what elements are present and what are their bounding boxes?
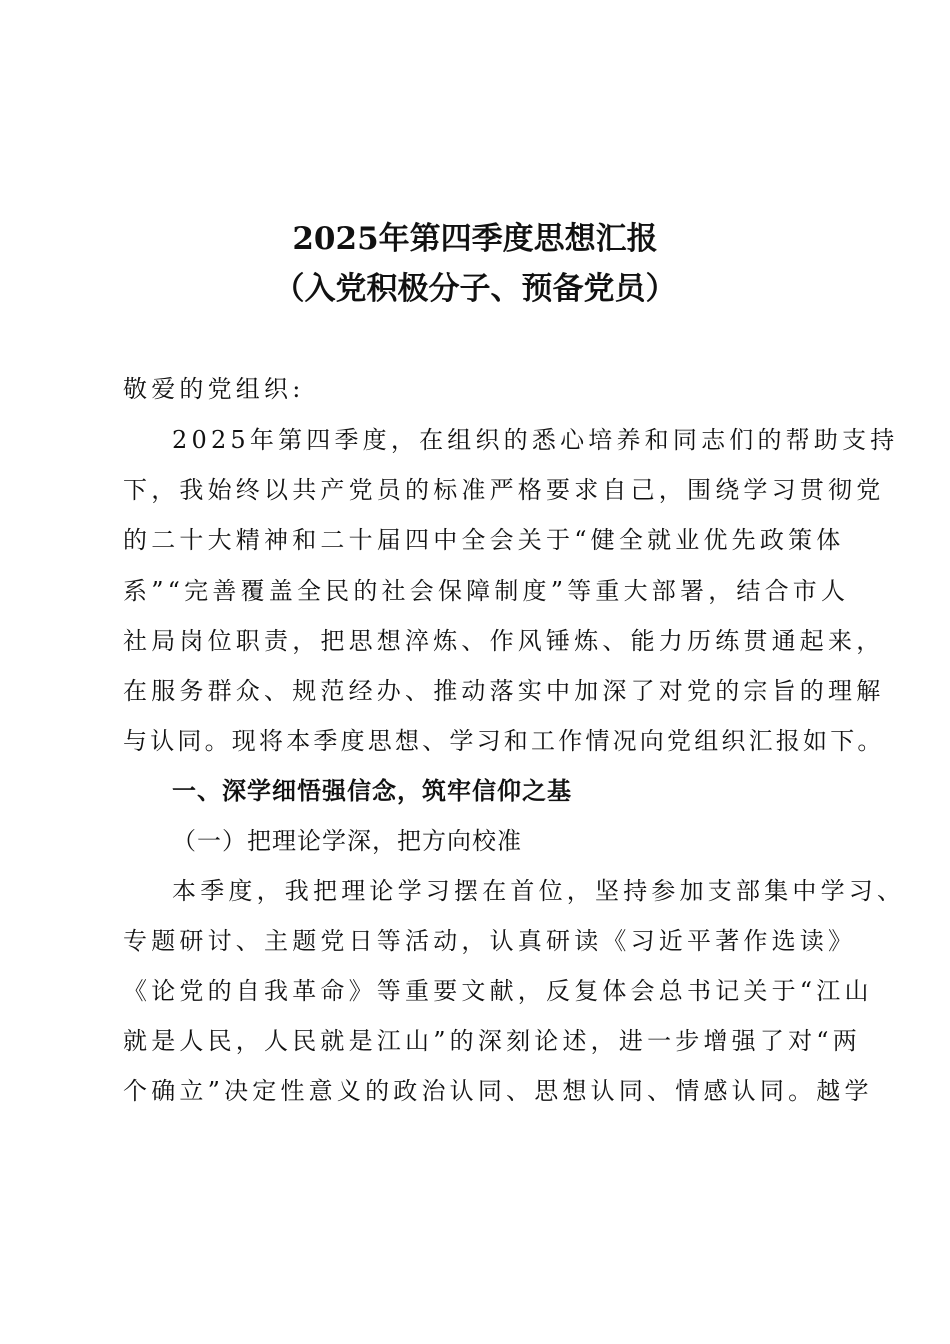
document-title: 2025年第四季度思想汇报 [292,221,658,257]
paragraph-line: 在服务群众、规范经办、推动落实中加深了对党的宗旨的理解 [123,677,885,705]
paragraph-line: 《论党的自我革命》等重要文献，反复体会总书记关于“江山 [123,977,873,1005]
paragraph-line: 就是人民，人民就是江山”的深刻论述，进一步增强了对“两 [123,1027,861,1055]
paragraph-line: 与认同。现将本季度思想、学习和工作情况向党组织汇报如下。 [123,727,885,755]
section-heading: 一、深学细悟强信念，筑牢信仰之基 [172,776,572,805]
paragraph-line: 下，我始终以共产党员的标准严格要求自己，围绕学习贯彻党 [123,476,885,504]
salutation: 敬爱的党组织: [123,375,305,403]
paragraph-line: 的二十大精神和二十届四中全会关于“健全就业优先政策体 [123,526,845,554]
paragraph-line: 专题研讨、主题党日等活动，认真研读《习近平著作选读》 [123,927,857,955]
paragraph-line: 系”“完善覆盖全民的社会保障制度”等重大部署，结合市人 [123,577,850,605]
paragraph-line: 社局岗位职责，把思想淬炼、作风锤炼、能力历练贯通起来， [123,627,885,655]
subsection-heading: （一）把理论学深，把方向校准 [172,827,522,855]
paragraph-line: 本季度，我把理论学习摆在首位，坚持参加支部集中学习、 [172,877,906,905]
paragraph-line: 2025年第四季度，在组织的悉心培养和同志们的帮助支持 [172,426,899,454]
paragraph-line: 个确立”决定性意义的政治认同、思想认同、情感认同。越学 [123,1077,873,1105]
document-subtitle: （入党积极分子、预备党员） [273,271,677,307]
